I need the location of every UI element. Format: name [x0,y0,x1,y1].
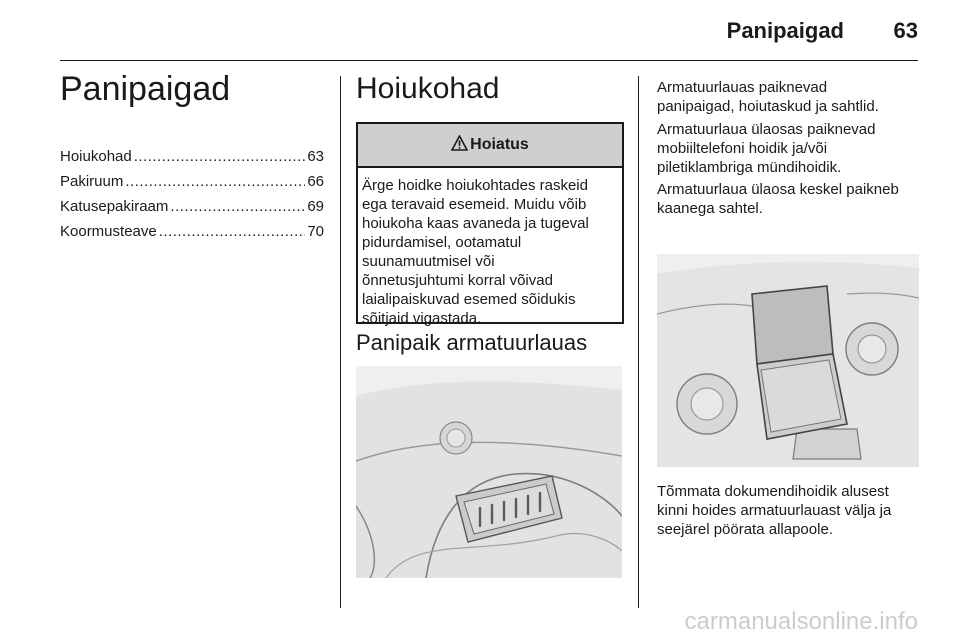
warning-line: laialipaiskuvad esemed sõidukis [362,291,576,308]
table-of-contents [60,148,324,248]
text-line: Armatuurlaua ülaosas paiknevad [657,121,876,138]
text-line: seejärel pöörata allapoole. [657,521,833,538]
toc-leader-dots [134,148,306,165]
toc-leader-dots [170,198,305,215]
toc-leader-dots [125,173,305,190]
toc-entry[interactable] [60,223,324,248]
document-holder-illustration [657,254,919,467]
toc-leader-dots [159,223,306,240]
running-header-title: Panipaigad [726,18,844,43]
warning-line: pidurdamisel, ootamatul [362,234,522,251]
toc-entry-page: 69 [307,198,324,215]
warning-title: Hoiatus [470,136,529,153]
warning-line: sõitjaid vigastada. [362,310,482,327]
toc-entry-label: Hoiukohad [60,148,132,165]
warning-header [358,124,622,168]
text-line: kinni hoides armatuurlauast välja ja [657,502,892,519]
text-line: mobiiltelefoni hoidik ja/või [657,140,828,157]
toc-entry-page: 70 [307,223,324,240]
paragraph-lidded-drawer [657,180,923,218]
text-line: Tõmmata dokumendihoidik alusest [657,483,889,500]
paragraph-document-holder-instructions [657,482,923,539]
header-rule [60,60,918,61]
paragraph-storage-locations [657,78,923,116]
text-line: panipaigad, hoiutaskud ja sahtlid. [657,98,879,115]
dashboard-storage-illustration [356,366,622,578]
chapter-title: Panipaigad [60,70,231,108]
toc-entry-label: Katusepakiraam [60,198,169,215]
toc-entry[interactable] [60,148,324,173]
watermark: carmanualsonline.info [684,608,918,635]
text-line: Armatuurlauas paiknevad [657,79,828,96]
toc-entry-page: 66 [307,173,324,190]
column-divider-right [638,76,639,608]
warning-line: õnnetusjuhtumi korral võivad [362,272,553,289]
warning-box [356,122,624,327]
warning-text [358,168,622,328]
toc-entry[interactable] [60,198,324,223]
page-number: 63 [893,18,918,43]
section-title: Hoiukohad [356,72,500,105]
toc-entry-page: 63 [307,148,324,165]
text-line: piletiklambriga mündihoidik. [657,159,842,176]
toc-entry[interactable] [60,173,324,198]
warning-line: Ärge hoidke hoiukohtades raskeid [362,177,588,194]
paragraph-phone-holder [657,120,923,177]
warning-triangle-icon [451,135,468,156]
warning-line: hoiukoha kaas avaneda ja tugeval [362,215,589,232]
column-divider-left [340,76,341,608]
toc-entry-label: Pakiruum [60,173,124,190]
toc-entry-label: Koormusteave [60,223,157,240]
text-line: Armatuurlaua ülaosa keskel paikneb [657,181,899,198]
subsection-title: Panipaik armatuurlauas [356,330,588,355]
warning-line: ega teravaid esemeid. Muidu võib [362,196,587,213]
text-line: kaanega sahtel. [657,200,763,217]
warning-line: suunamuutmisel või [362,253,495,270]
